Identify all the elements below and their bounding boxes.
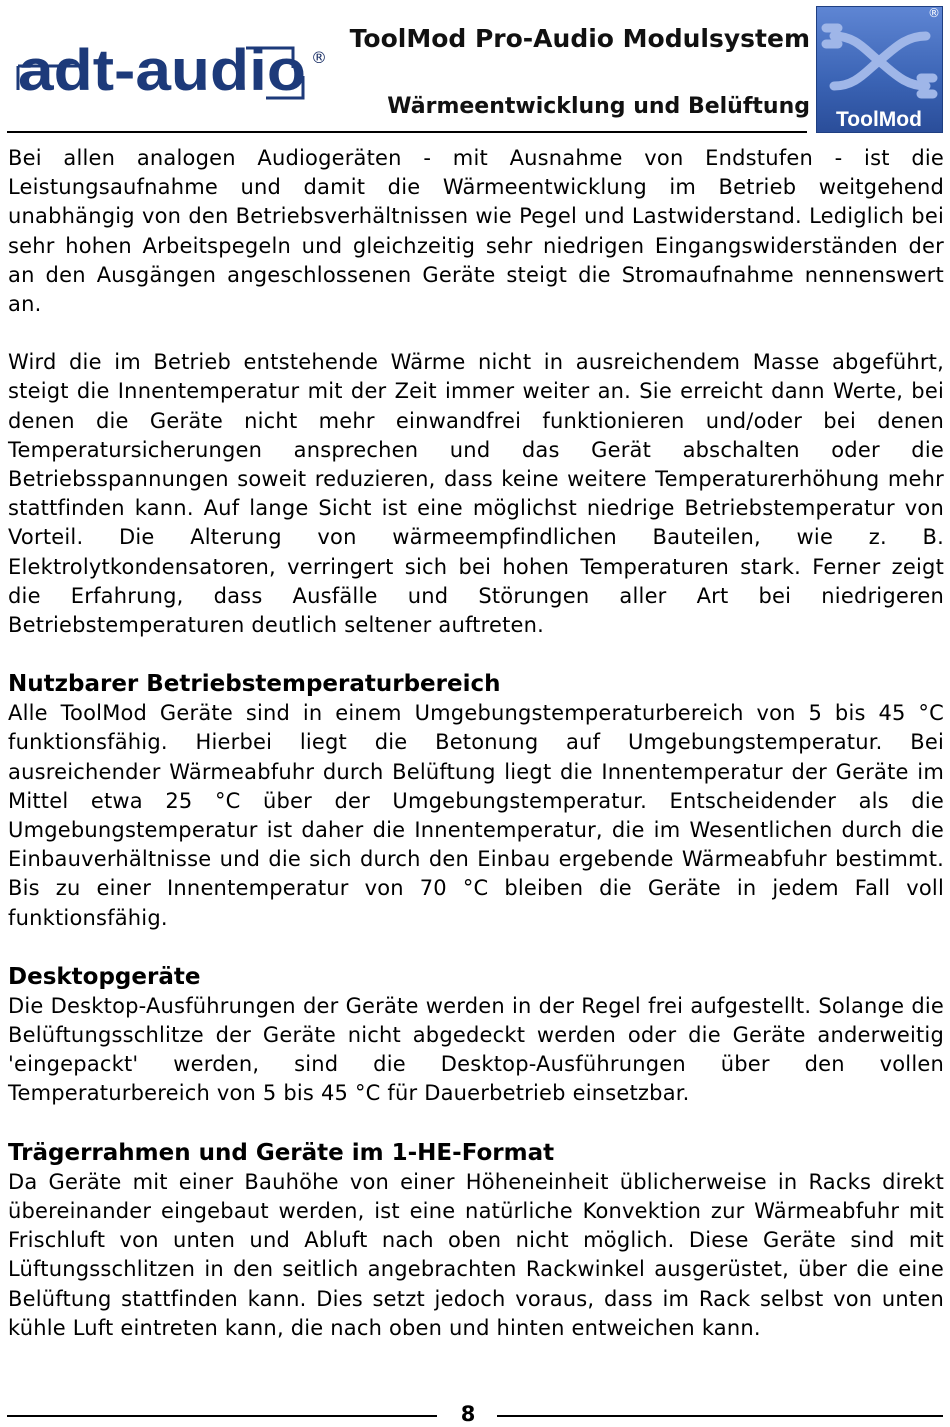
adt-audio-logo <box>8 28 328 110</box>
section-heading-desktop-devices: Desktopgeräte <box>8 963 201 990</box>
header-divider <box>7 131 807 133</box>
header-title: ToolMod Pro-Audio Modulsystem <box>349 24 810 53</box>
adt-audio-logo-graphic <box>8 28 318 110</box>
section-heading-operating-temperature: Nutzbarer Betriebstemperaturbereich <box>8 671 501 698</box>
document-body <box>8 144 944 1372</box>
section-text-rack-frames: Da Geräte mit einer Bauhöhe von einer Höheneinheit üblicherweise in Racks direkt übereinander eingebaut werden, ist eine natürliche Konvektion zur Wärmeabfuhr mit Frischluft von unten und Abluft nach oben nicht möglich. Diese Geräte sind mit Lüftungsschlitzen in den seitlich angebrachten Rackwinkel ausgerüstet, über die eine Belüftung stattfinden kann. Dies setzt jedoch voraus, dass im Rack selbst von unten kühle Luft eintreten kann, die nach oben und hinten entweichen kann. <box>8 1169 944 1340</box>
footer-divider-right <box>497 1415 943 1417</box>
toolmod-logo-text: ToolMod <box>836 108 922 131</box>
adt-audio-logo-text: adt-audio <box>18 38 306 103</box>
page-number: 8 <box>460 1402 476 1426</box>
toolmod-registered-mark: ® <box>928 6 940 20</box>
header-subtitle: Wärmeentwicklung und Belüftung <box>387 94 810 119</box>
toolmod-logo <box>816 6 943 133</box>
section-text-operating-temperature: Alle ToolMod Geräte sind in einem Umgebungstemperaturbereich von 5 bis 45 °C funktionsfähig. Hierbei liegt die Betonung auf Umgebungstemperatur. Bei ausreichender Wärmeabfuhr durch Belüftung liegt die Innentemperatur der Geräte im Mittel etwa 25 °C über der Umgebungstemperatur. Entscheidender als die Umgebungstemperatur ist daher die Innentemperatur, die im Wesentlichen durch die Einbauverhältnisse und die sich durch den Einbau ergebende Wärmeabfuhr bestimmt. Bis zu einer Innentemperatur von 70 °C bleiben die Geräte in jedem Fall voll funktionsfähig. <box>8 701 944 930</box>
page-header <box>0 0 950 135</box>
intro-paragraph-2: Wird die im Betrieb entstehende Wärme nicht in ausreichendem Masse abgeführt, steigt die Innentemperatur mit der Zeit immer weiter an. Sie erreicht dann Werte, bei denen die Geräte nicht mehr einwandfrei funktionieren und/oder bei denen Temperatursicherungen ansprechen und das Gerät abschalten oder die Betriebsspannungen soweit reduzieren, dass keine weitere Temperaturerhöhung mehr stattfinden kann. Auf lange Sicht ist eine möglichst niedrige Betriebstemperatur von Vorteil. Die Alterung von wärmeempfindlichen Bauteilen, wie z. B. Elektrolytkondensatoren, verringert sich bei hohen Temperaturen stark. Ferner zeigt die Erfahrung, dass Ausfälle und Störungen aller Art bei niedrigeren Betriebstemperaturen deutlich seltener auftreten. <box>8 350 944 638</box>
section-text-desktop-devices: Die Desktop-Ausführungen der Geräte werden in der Regel frei aufgestellt. Solange die Belüftungsschlitze der Geräte nicht abgedeckt werden oder die Geräte anderweitig 'eingepackt' werden, sind die Desktop-Ausführungen über den vollen Temperaturbereich von 5 bis 45 °C für Dauerbetrieb einsetzbar. <box>8 993 944 1106</box>
footer-divider-left <box>7 1415 437 1417</box>
section-heading-rack-frames: Trägerrahmen und Geräte im 1-HE-Format <box>8 1139 555 1166</box>
registered-mark: ® <box>311 48 327 67</box>
intro-paragraph-1: Bei allen analogen Audiogeräten - mit Ausnahme von Endstufen - ist die Leistungsaufnahme und damit die Wärmeentwicklung im Betrieb weitgehend unabhängig von den Betriebsverhältnissen wie Pegel und Lastwiderstand. Lediglich bei sehr hohen Arbeitspegeln und gleichzeitig sehr niedrigen Eingangswiderständen der an den Ausgängen angeschlossenen Geräte steigt die Stromaufnahme nennenswert an. <box>8 146 944 317</box>
